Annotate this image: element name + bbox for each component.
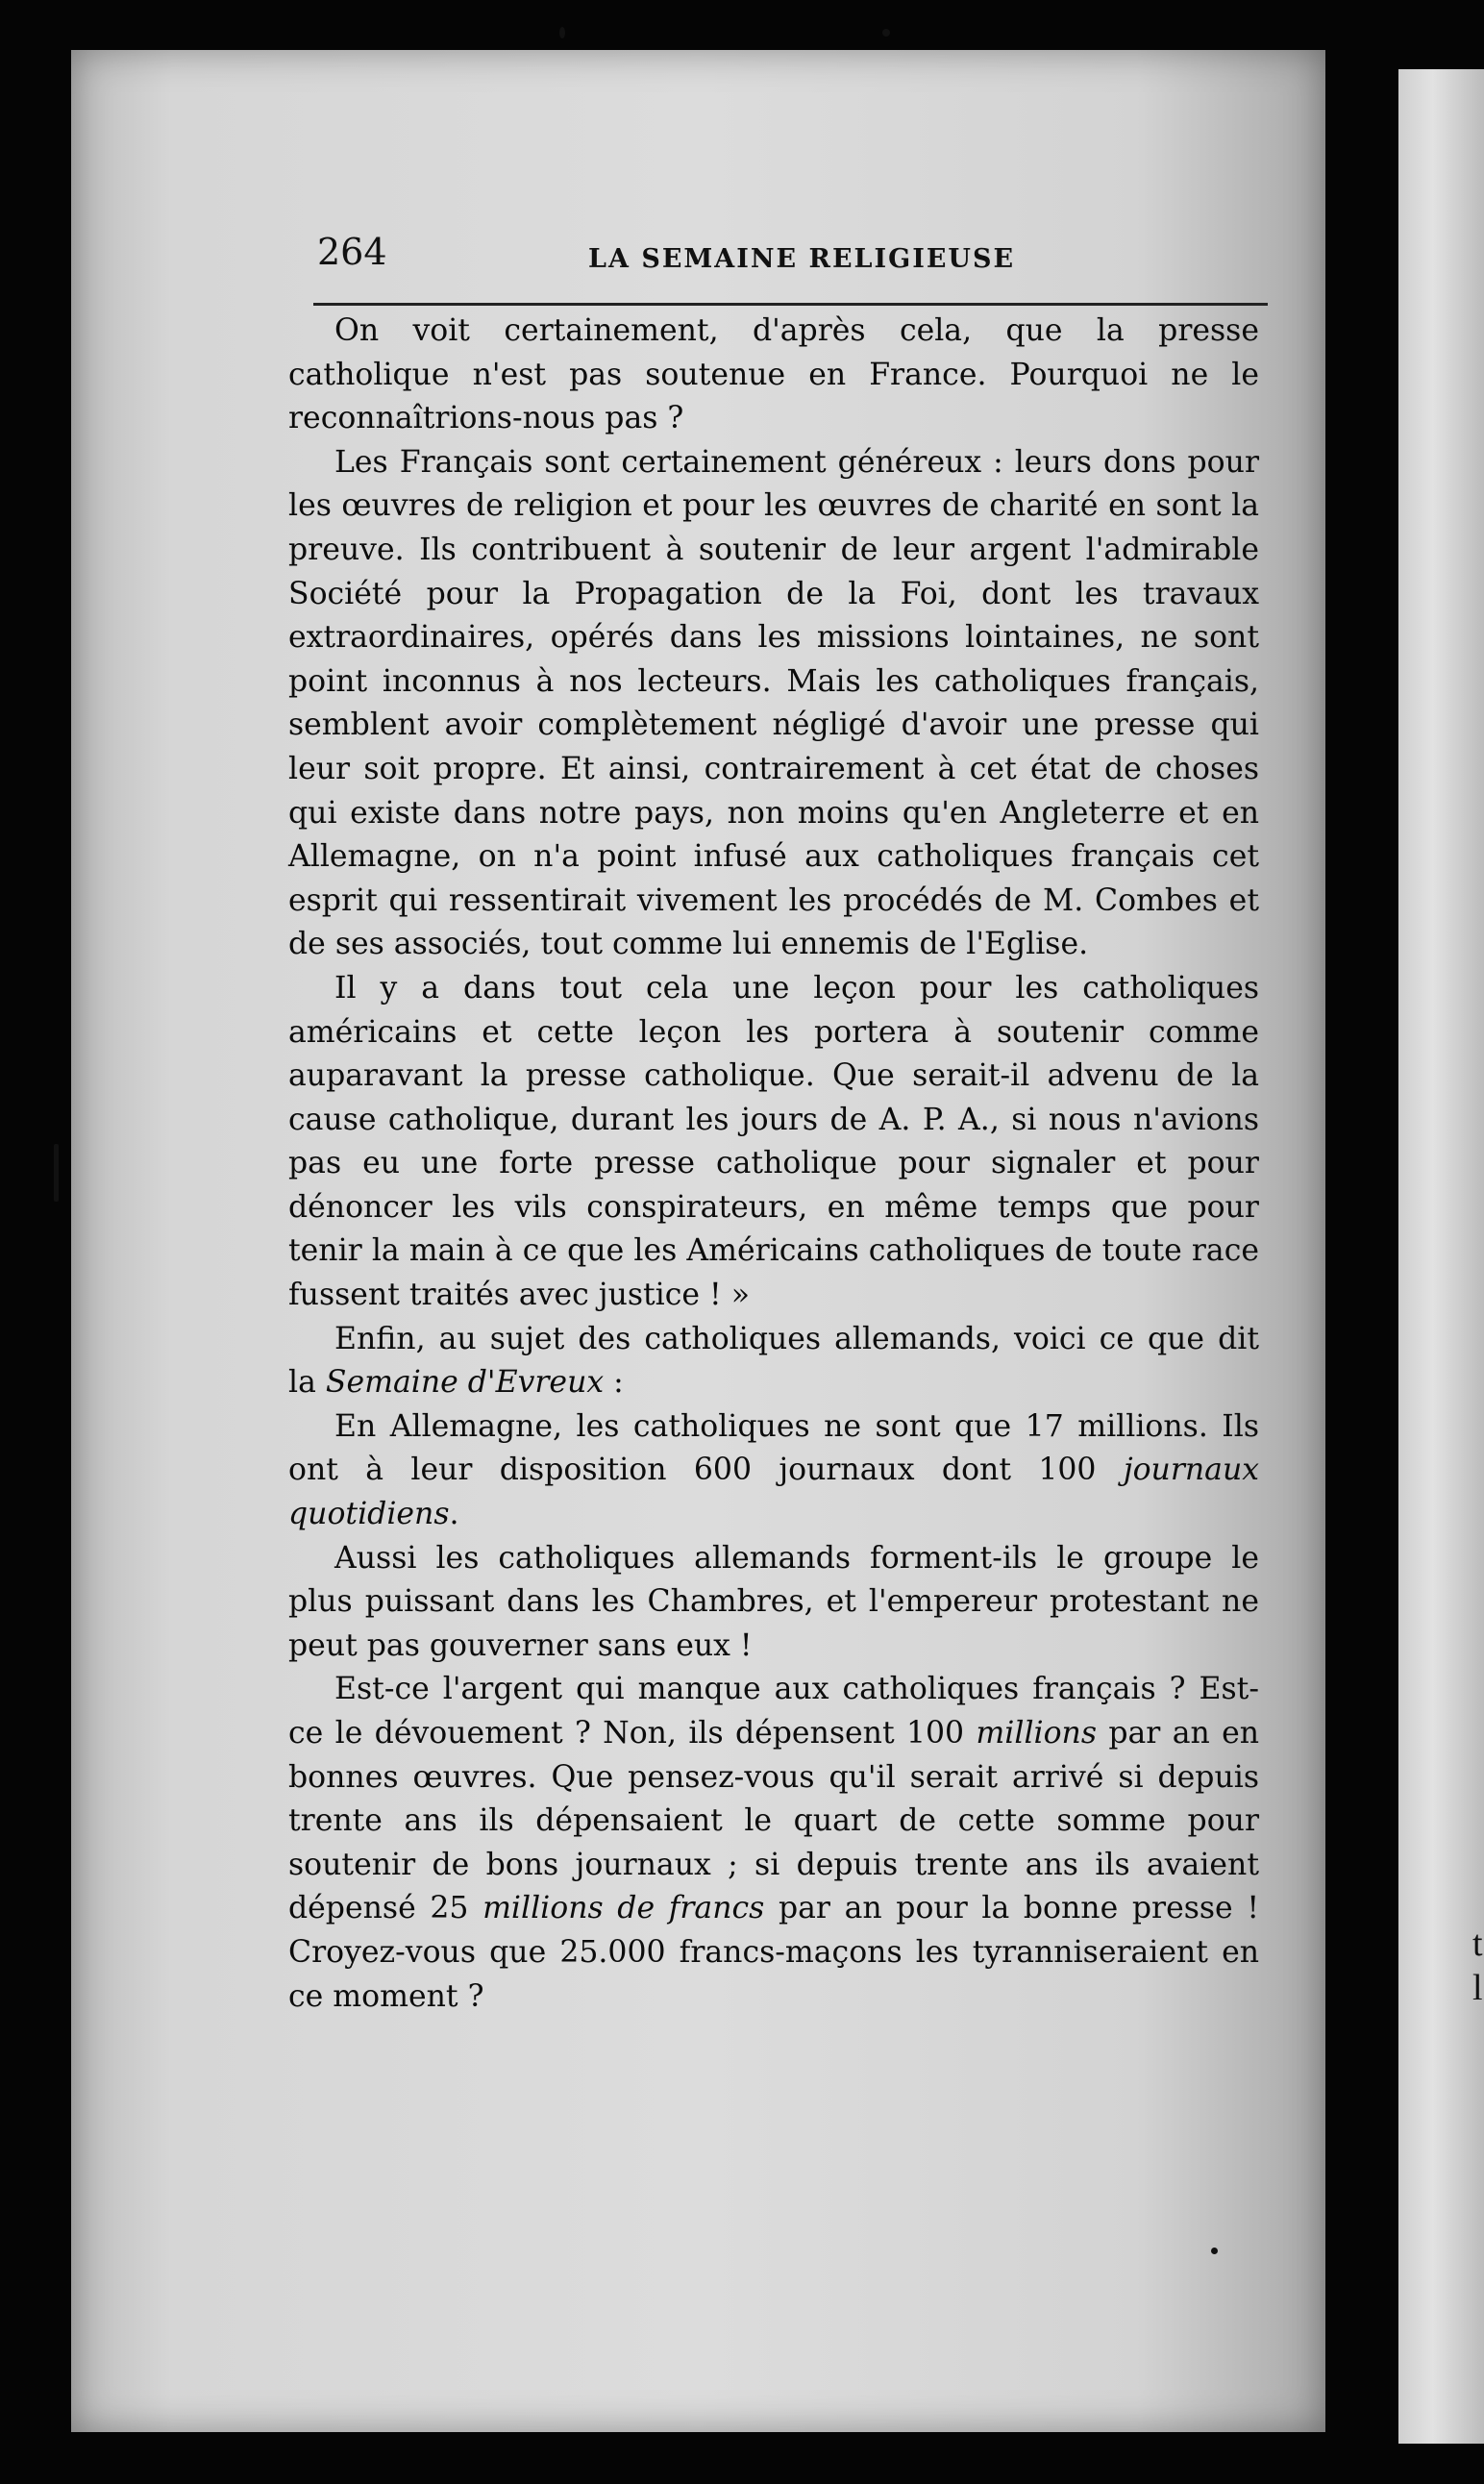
money-emphasis-2: millions de francs [482,1891,765,1926]
evreux-intro: Enfin, au sujet des catholiques allemands, voici ce que dit la [288,1321,1259,1401]
scan-speck [54,1144,59,1202]
money-emphasis-1: millions [976,1716,1098,1751]
body-text [288,310,1259,2019]
edge-letter: t [1472,1924,1483,1964]
header-rule [313,303,1268,306]
germany-end: . [449,1497,459,1532]
edge-letter: l [1472,1968,1483,2008]
paragraph: Les Français sont certainement généreux : leurs dons pour les œuvres de religion et pour les œuvres de charité en sont la preuve. Ils contribuent à soutenir de leur argent l'admirable Société pour la Propagation de la Foi, dont les travaux extraordinaires, opérés dans les missions lointaines, ne sont point inconnus à nos lecteurs. Mais les catholiques français, semblent avoir complètement négligé d'avoir une presse qui leur soit propre. Et ainsi, contrairement à cet état de choses qui existe dans notre pays, non moins qu'en Angleterre et en Allemagne, on n'a point infusé aux catholiques français cet esprit qui ressentirait vivement les procédés de M. Combes et de ses associés, tout comme lui ennemis de l'Eglise. [288,444,1259,962]
adjacent-page-edge [1398,69,1484,2444]
evreux-source: Semaine d'Evreux [325,1365,605,1401]
germany-text: En Allemagne, les catholiques ne sont que 17 millions. Ils ont à leur disposition 600 journaux dont 100 [288,1408,1259,1488]
paragraph: Aussi les catholiques allemands forment-ils le groupe le plus puissant dans les Chambres, et l'empereur protestant ne peut pas gouverner sans eux ! [288,1540,1259,1663]
scan-speck [1211,2248,1218,2254]
germany-emphasis: journaux quotidiens [288,1453,1260,1532]
page-number: 264 [317,231,387,273]
scan-speck [882,29,890,37]
running-title: LA SEMAINE RELIGIEUSE [588,244,1016,274]
money-text-1: Est-ce l'argent qui manque aux catholiques français ? Est-ce le dévouement ? Non, ils dépensent 100 [288,1672,1259,1751]
paragraph-germany [288,1405,1259,1537]
paragraph: On voit certainement, d'après cela, que la presse catholique n'est pas soutenue en France. Pourquoi ne le reconnaîtrions-nous pas ? [288,313,1259,436]
paragraph-money [288,1668,1259,2019]
paragraph: Il y a dans tout cela une leçon pour les catholiques américains et cette leçon les portera à soutenir comme auparavant la presse catholique. Que serait-il advenu de la cause catholique, durant les jours de A. P. A., si nous n'avions pas eu une forte presse catholique pour signaler et pour dénoncer les vils conspirateurs, en même temps que pour tenir la main à ce que les Américains catholiques de toute race fussent traités avec justice ! » [288,970,1259,1313]
scan-speck [559,27,565,38]
page-header [317,231,1269,298]
paragraph-evreux [288,1318,1259,1405]
money-text-2: par an en bonnes œuvres. Que pensez-vous qu'il serait arrivé si depuis trente ans ils dépensaient le quart de cette somme pour soutenir de bons journaux ; si depuis trente ans ils avaient dépensé 25 [288,1716,1260,1926]
money-text-3: par an pour la bonne presse ! Croyez-vous que 25.000 francs-maçons les tyranniseraient en ce moment ? [288,1891,1259,2014]
evreux-colon: : [604,1365,624,1401]
